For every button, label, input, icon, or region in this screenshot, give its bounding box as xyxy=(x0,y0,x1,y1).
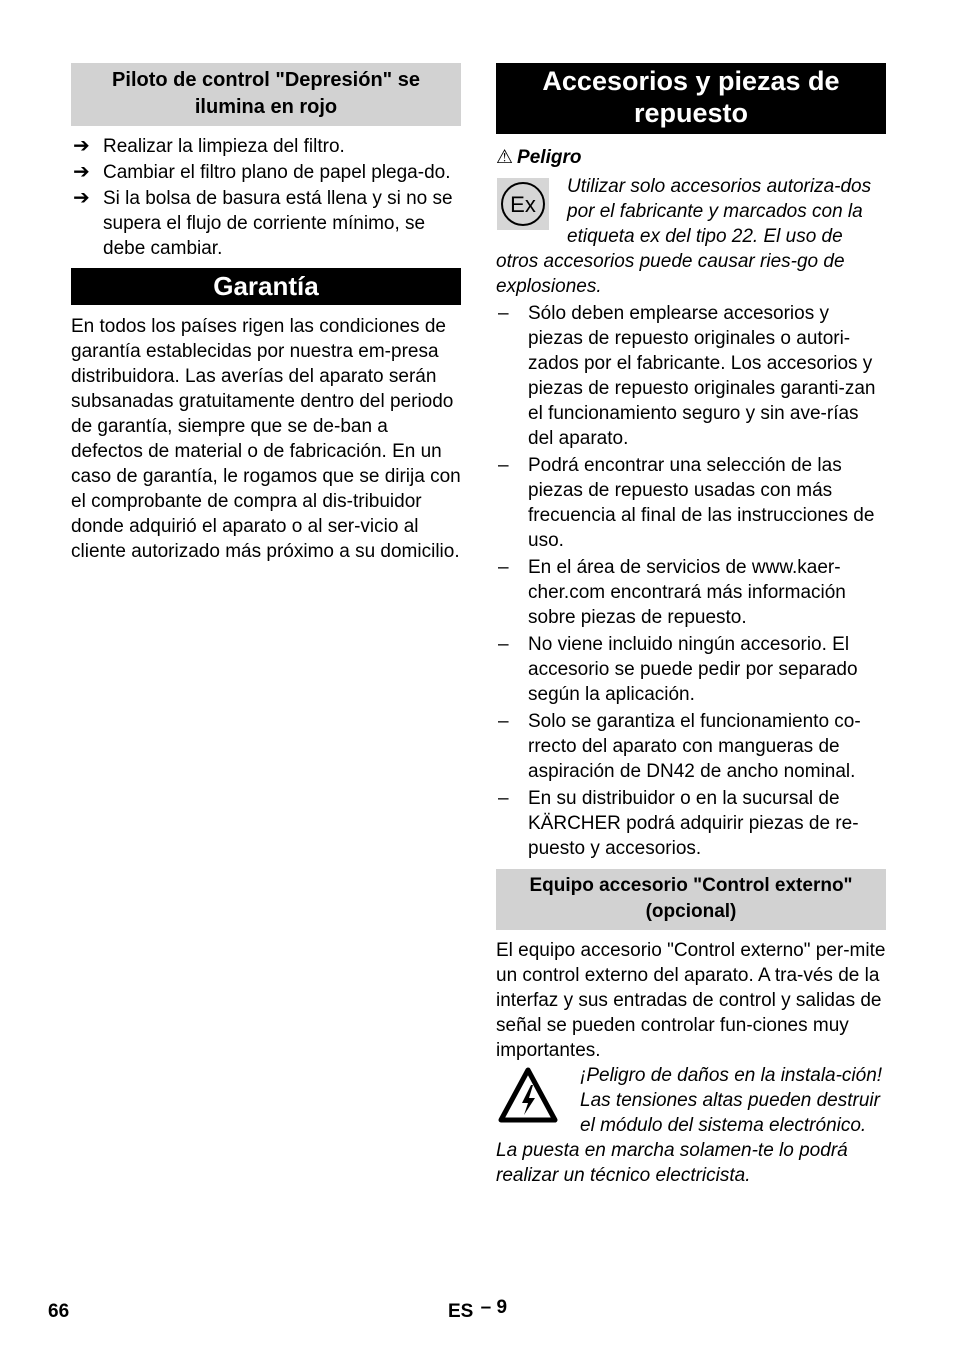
warning-triangle-icon: ⚠ xyxy=(496,147,514,168)
danger-label: ⚠ Peligro xyxy=(496,147,582,168)
footer-section xyxy=(448,1299,507,1324)
warranty-text: En todos los países rigen las condiciones de garantía establecidas por nuestra em-presa distribuidora. Las averías del aparato serán subsanadas gratuitamente dentro del periodo de garantía, siempre que se de-ban a defectos de material o de fabricación. En un caso de garantía, le rogamos que se dirija con el comprobante de compra al dis-tribuidor donde adquirió el aparato o al ser-vicio al cliente autorizado más próximo a su domicilio. xyxy=(71,316,461,562)
voltage-warning-text: ¡Peligro de daños en la instala-ción! Las tensiones altas pueden destruir el módulo del sistema electrónico. La puesta en marcha solamen-te lo podrá realizar un técnico electricista. xyxy=(496,1065,883,1186)
control-heading: Equipo accesorio "Control externo" (opcional) xyxy=(496,869,886,930)
left-column xyxy=(71,63,461,564)
pilot-heading: Piloto de control "Depresión" se ilumina en rojo xyxy=(71,63,461,126)
arrow-right-icon: ➔ xyxy=(73,135,90,157)
section-page: – 9 xyxy=(480,1297,508,1318)
high-voltage-icon xyxy=(498,1067,558,1130)
list-item: – En el área de servicios de www.kaer-cher.com encontrará más información sobre piezas de repuesto. xyxy=(498,557,846,628)
arrow-right-icon: ➔ xyxy=(73,161,90,183)
page-number: 66 xyxy=(48,1301,70,1322)
list-item: – Sólo deben emplearse accesorios y piezas de repuesto originales o autori-zados por el fabricante. Los accesorios y piezas de repuesto originales garanti-zan el funcionamiento seguro y sin ave-rías del aparato. xyxy=(498,303,876,449)
arrow-right-icon: ➔ xyxy=(73,187,90,209)
warranty-heading: Garantía xyxy=(71,268,461,305)
list-item: ➔ Cambiar el filtro plano de papel plega-do. xyxy=(73,161,451,183)
ex-icon: Ex xyxy=(497,178,549,230)
danger-text: Utilizar solo accesorios autoriza-dos por el fabricante y marcados con la etiqueta ex del tipo 22. El uso de otros accesorios puede causar ries-go de explosiones. xyxy=(496,176,872,297)
right-column xyxy=(496,63,886,1188)
control-text: El equipo accesorio "Control externo" per-mite un control externo del aparato. A tra-vés de la interfaz y sus entradas de control y salidas de señal se pueden controlar fun-ciones muy importantes. xyxy=(496,940,886,1061)
danger-block xyxy=(496,174,886,299)
accessories-heading: Accesorios y piezas de repuesto xyxy=(496,63,886,134)
voltage-warning-block xyxy=(496,1063,886,1188)
list-item: ➔ Realizar la limpieza del filtro. xyxy=(73,135,345,157)
list-item: – En su distribuidor o en la sucursal de KÄRCHER podrá adquirir piezas de re-puesto y accesorios. xyxy=(498,788,859,859)
list-item: – Podrá encontrar una selección de las piezas de repuesto usadas con más frecuencia al final de las instrucciones de uso. xyxy=(498,455,875,551)
accessories-list xyxy=(496,301,886,861)
list-item: – Solo se garantiza el funcionamiento co-rrecto del aparato con mangueras de aspiración de DN42 de ancho nominal. xyxy=(498,711,861,782)
list-item: – No viene incluido ningún accesorio. El accesorio se puede pedir por separado según la aplicación. xyxy=(498,634,858,705)
language-code: ES xyxy=(448,1301,474,1322)
list-item: ➔ Si la bolsa de basura está llena y si no se supera el flujo de corriente mínimo, se debe cambiar. xyxy=(73,187,453,259)
pilot-steps-list xyxy=(71,134,461,261)
